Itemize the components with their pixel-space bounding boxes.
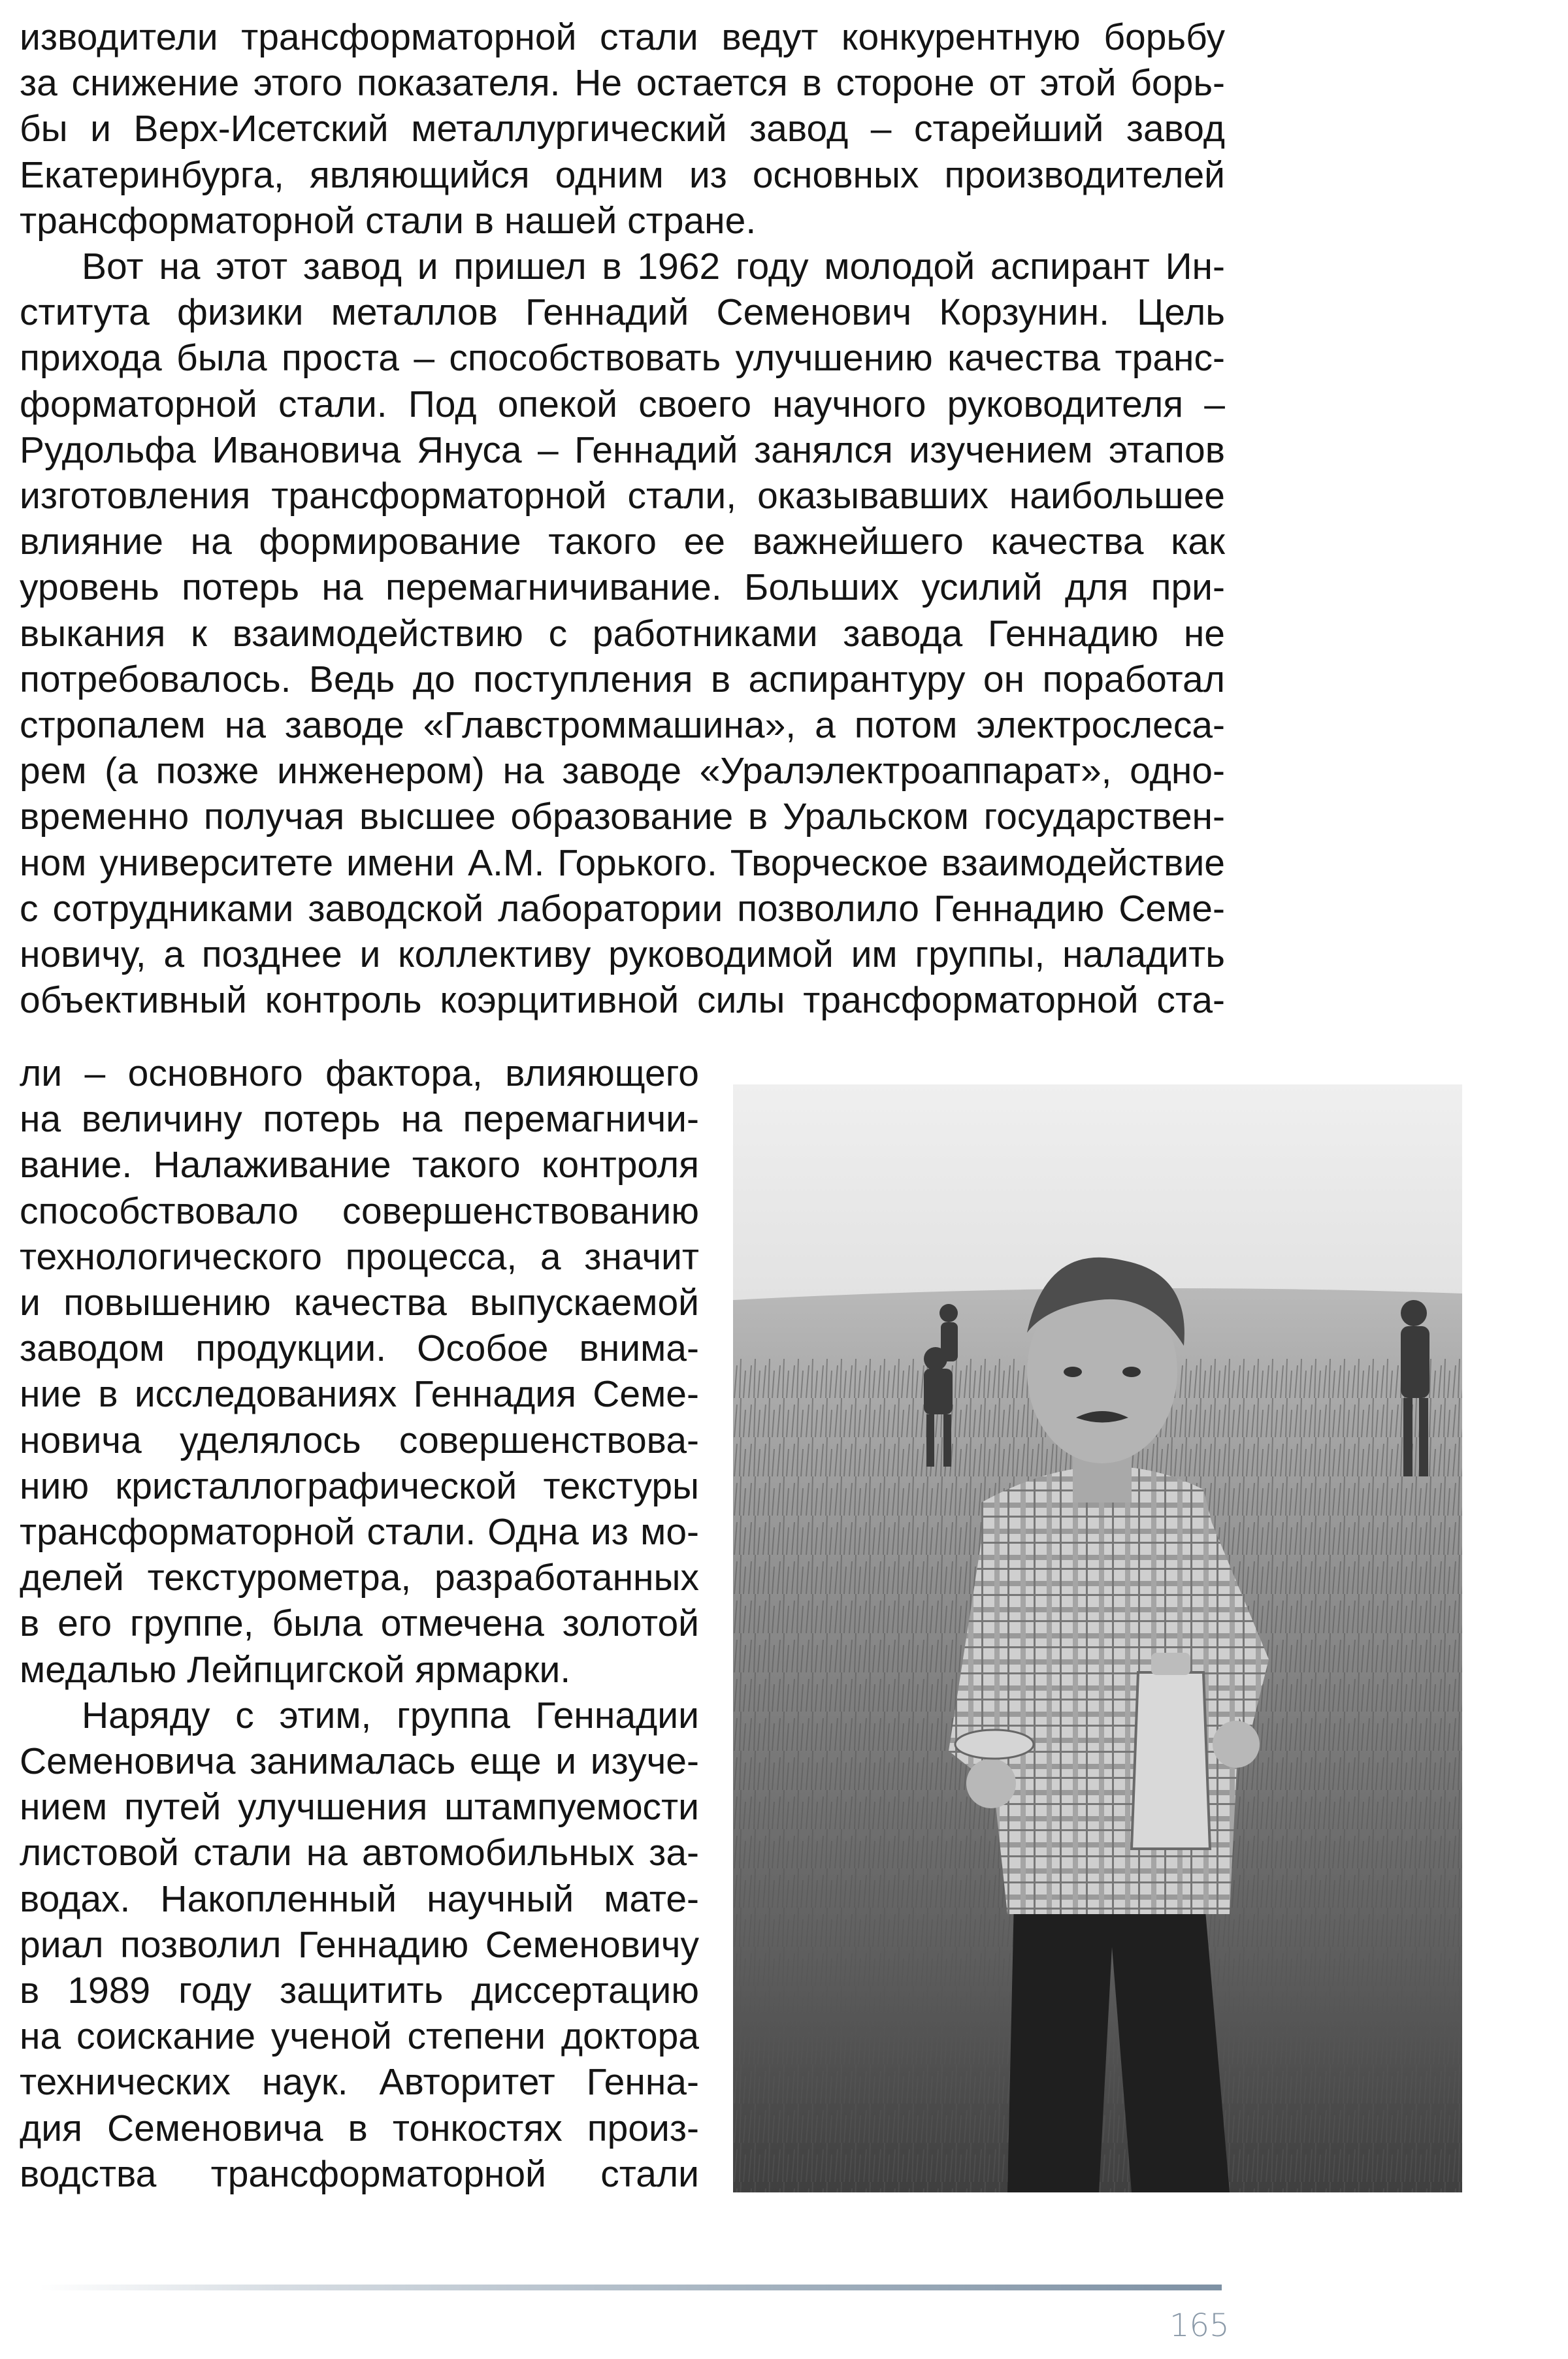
text-line: трансформаторной стали в нашей стране. xyxy=(20,199,757,242)
text-line: новичу, а позднее и коллективу руководимой им группы, наладить xyxy=(20,934,1225,976)
text-line: новича уделялось совершенствова- xyxy=(20,1419,699,1461)
body-text-beside-photo xyxy=(20,1050,699,2197)
text-line: уровень потерь на перемагничивание. Больших усилий для при- xyxy=(20,566,1225,609)
text-line: на соискание ученой степени доктора xyxy=(20,2015,699,2058)
text-line: водства трансформаторной стали xyxy=(20,2153,699,2195)
text-line: медалью Лейпцигской ярмарки. xyxy=(20,1648,571,1691)
text-line: Наряду с этим, группа Геннадии xyxy=(82,1694,699,1736)
text-line: Рудольфа Ивановича Януса – Геннадий занялся изучением этапов xyxy=(20,429,1225,471)
text-line: бы и Верх-Исетский металлургический завод – старейший завод xyxy=(20,108,1225,150)
text-line: в его группе, была отмечена золотой xyxy=(20,1602,699,1645)
text-line: заводом продукции. Особое внима- xyxy=(20,1327,699,1370)
text-line: Вот на этот завод и пришел в 1962 году молодой аспирант Ин- xyxy=(82,246,1225,288)
text-line: потребовалось. Ведь до поступления в аспирантуру он поработал xyxy=(20,658,1225,700)
text-line: водах. Накопленный научный мате- xyxy=(20,1878,699,1920)
page-number: 165 xyxy=(1169,2307,1230,2344)
text-line: ном университете имени А.М. Горького. Творческое взаимодействие xyxy=(20,841,1225,884)
text-line: риал позволил Геннадию Семеновичу xyxy=(20,1923,699,1966)
text-line: изготовления трансформаторной стали, оказывавших наибольшее xyxy=(20,475,1225,517)
text-line: технологического процесса, а значит xyxy=(20,1235,699,1278)
text-line: нием путей улучшения штампуемости xyxy=(20,1786,699,1829)
text-line: за снижение этого показателя. Не остается в стороне от этой борь- xyxy=(20,62,1225,105)
text-line: стропалем на заводе «Главстроммашина», а потом электрослеса- xyxy=(20,704,1225,747)
text-line: делей текстурометра, разработанных xyxy=(20,1557,699,1599)
text-line: Екатеринбурга, являющийся одним из основных производителей xyxy=(20,154,1225,196)
text-line: рем (а позже инженером) на заводе «Уралэлектроаппарат», одно- xyxy=(20,750,1225,792)
text-line: ние в исследованиях Геннадия Семе- xyxy=(20,1373,699,1416)
text-line: форматорной стали. Под опекой своего научного руководителя – xyxy=(20,383,1225,425)
text-line: технических наук. Авторитет Генна- xyxy=(20,2061,699,2104)
text-line: способствовало совершенствованию xyxy=(20,1190,699,1232)
text-line: дия Семеновича в тонкостях произ- xyxy=(20,2107,699,2149)
text-line: ститута физики металлов Геннадий Семенович Корзунин. Цель xyxy=(20,291,1225,334)
text-line: ли – основного фактора, влияющего xyxy=(20,1052,699,1094)
text-line: в 1989 году защитить диссертацию xyxy=(20,1970,699,2012)
text-line: листовой стали на автомобильных за- xyxy=(20,1832,699,1874)
text-line: вание. Налаживание такого контроля xyxy=(20,1144,699,1186)
footer-rule xyxy=(39,2285,1222,2290)
text-line: с сотрудниками заводской лаборатории позволило Геннадию Семе- xyxy=(20,887,1225,930)
text-line: трансформаторной стали. Одна из мо- xyxy=(20,1511,699,1554)
body-text-full-width xyxy=(20,14,1225,1023)
text-line: Семеновича занималась еще и изуче- xyxy=(20,1740,699,1783)
photo-illustration-icon xyxy=(733,1084,1462,2192)
text-line: выкания к взаимодействию с работниками завода Геннадию не xyxy=(20,612,1225,655)
text-line: на величину потерь на перемагничи- xyxy=(20,1098,699,1141)
text-line: нию кристаллографической текстуры xyxy=(20,1465,699,1507)
text-line: изводители трансформаторной стали ведут конкурентную борьбу xyxy=(20,16,1225,58)
text-line: влияние на формирование такого ее важнейшего качества как xyxy=(20,521,1225,563)
text-line: временно получая высшее образование в Уральском государствен- xyxy=(20,796,1225,838)
text-line: прихода была проста – способствовать улучшению качества транс- xyxy=(20,337,1225,380)
text-line: объективный контроль коэрцитивной силы трансформаторной ста- xyxy=(20,979,1225,1022)
photograph-man-in-field xyxy=(733,1084,1462,2192)
text-line: и повышению качества выпускаемой xyxy=(20,1282,699,1324)
